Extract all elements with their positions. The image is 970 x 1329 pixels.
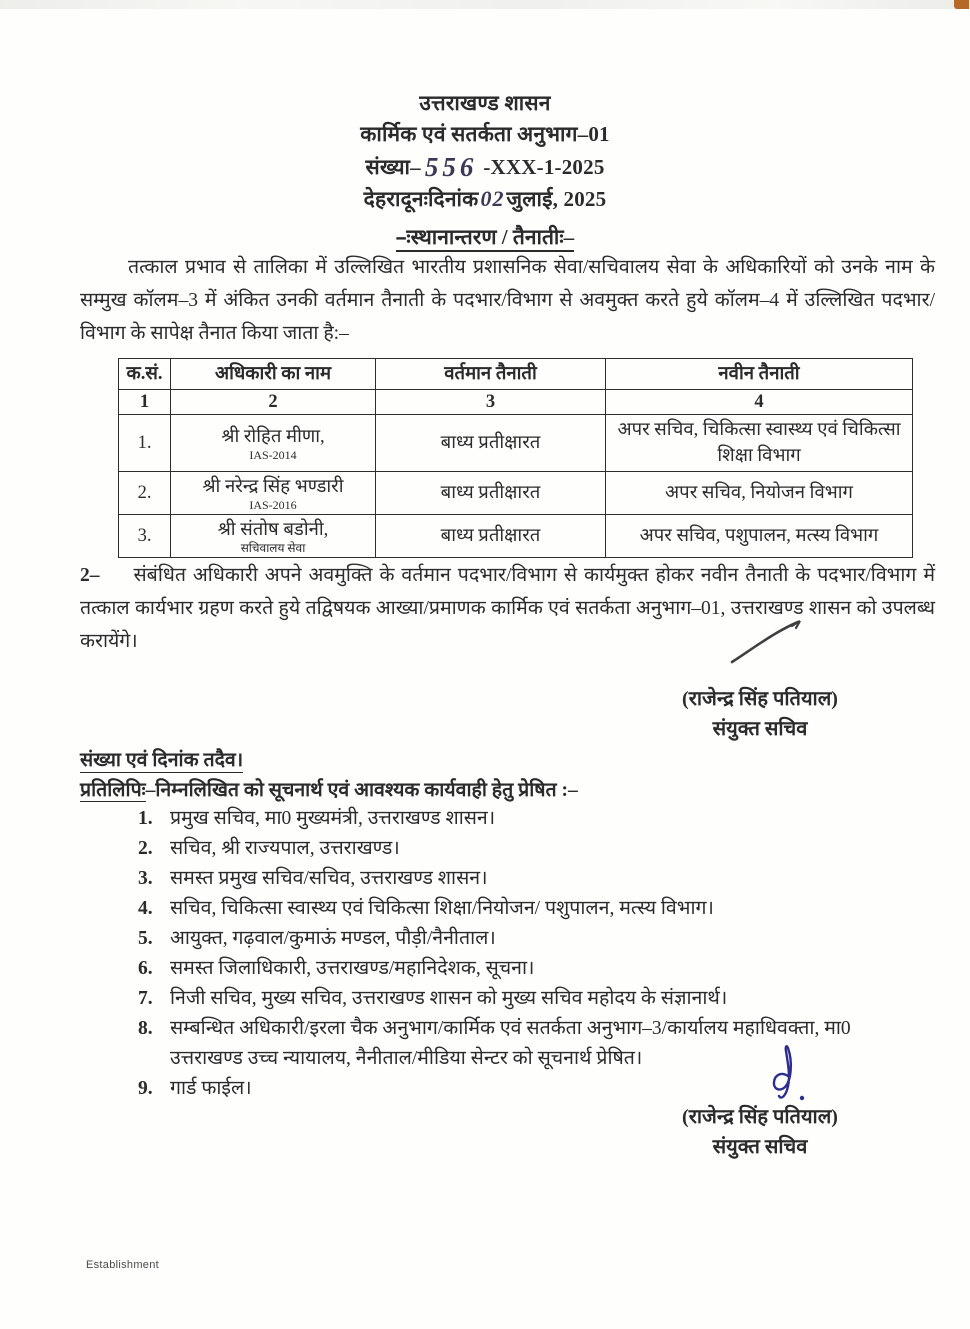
col-number-4: 4 xyxy=(606,390,913,415)
officer-name: श्री रोहित मीणा, xyxy=(221,427,325,447)
officer-name: श्री नरेन्द्र सिंह भण्डारी xyxy=(202,477,344,497)
signatory-name: (राजेन्द्र सिंह पतियाल) xyxy=(682,1106,838,1128)
list-item: 9. गार्ड फाईल। xyxy=(138,1078,252,1099)
new-posting-cell: अपर सचिव, पशुपालन, मत्स्य विभाग xyxy=(606,515,913,558)
list-item: 5. आयुक्त, गढ़वाल/कुमाऊं मण्डल, पौड़ी/नैनीताल। xyxy=(138,928,496,949)
signature-ink-mark xyxy=(758,1042,818,1111)
signatory-block-top xyxy=(620,684,900,744)
letter-number-line xyxy=(0,150,970,183)
signatory-block-bottom xyxy=(620,1102,900,1162)
current-posting-cell: बाध्य प्रतीक्षारत xyxy=(376,415,606,472)
table-row xyxy=(119,472,913,515)
paragraph-2-text: संबंधित अधिकारी अपने अवमुक्ति के वर्तमान पदभार/विभाग से कार्यमुक्त होकर नवीन तैनाती के पदभार/विभाग में तत्काल कार्यभार ग्रहण करते हुये तद्विषयक आख्या/प्रमाणक कार्मिक एवं सतर्कता अनुभाग–01, उत्तराखण्ड शासन को उपलब्ध करायेंगे। xyxy=(80,565,935,652)
copy-heading-text: –निम्नलिखित को सूचनार्थ एवं आवश्यक कार्यवाही हेतु प्रेषित :– xyxy=(145,780,578,801)
new-posting-cell: अपर सचिव, चिकित्सा स्वास्थ्य एवं चिकित्सा शिक्षा विभाग xyxy=(606,415,913,472)
handwritten-letter-number: 556 xyxy=(424,152,478,182)
letter-number-prefix: संख्या– xyxy=(365,155,421,179)
scan-edge-artifact xyxy=(0,0,970,9)
row-serial: 1. xyxy=(119,415,171,472)
government-name: उत्तराखण्ड शासन xyxy=(419,91,551,115)
current-posting-cell: बाध्य प्रतीक्षारत xyxy=(376,515,606,558)
list-item: 1. प्रमुख सचिव, मा0 मुख्यमंत्री, उत्तराखण्ड शासन। xyxy=(138,808,496,829)
letter-number-suffix: -XXX-1-2025 xyxy=(483,155,605,179)
list-item: 4. सचिव, चिकित्सा स्वास्थ्य एवं चिकित्सा शिक्षा/नियोजन/ पशुपालन, मत्स्य विभाग। xyxy=(138,898,714,919)
signatory-name: (राजेन्द्र सिंह पतियाल) xyxy=(682,688,838,710)
table-row xyxy=(119,515,913,558)
officer-name-cell xyxy=(171,472,376,515)
officer-name-cell xyxy=(171,515,376,558)
scan-corner-artifact xyxy=(954,0,969,9)
officer-name: श्री संतोष बडोनी, xyxy=(217,520,329,540)
row-serial: 2. xyxy=(119,472,171,515)
paragraph-1: तत्काल प्रभाव से तालिका में उल्लिखित भारतीय प्रशासनिक सेवा/सचिवालय सेवा के अधिकारियों को उनके नाम के सम्मुख कॉलम–3 में अंकित उनकी वर्तमान तैनाती के पदभार/विभाग से अवमुक्त करते हुये कॉलम–4 में उल्लिखित पदभार/विभाग के सापेक्ष तैनात किया जाता है:– xyxy=(80,257,935,344)
col-header-officer-name: अधिकारी का नाम xyxy=(171,359,376,390)
letterhead xyxy=(0,88,970,215)
column-number-row xyxy=(119,390,913,415)
list-item: 6. समस्त जिलाधिकारी, उत्तराखण्ड/महानिदेशक, सूचना। xyxy=(138,958,535,979)
col-number-3: 3 xyxy=(376,390,606,415)
date-suffix: जुलाई, 2025 xyxy=(506,187,607,211)
footer-note: Establishment xyxy=(86,1259,159,1271)
signatory-title: संयुक्त सचिव xyxy=(712,718,808,740)
copy-to-heading xyxy=(80,775,578,802)
col-number-1: 1 xyxy=(119,390,171,415)
place-date-line xyxy=(0,183,970,215)
list-item: 7. निजी सचिव, मुख्य सचिव, उत्तराखण्ड शासन को मुख्य सचिव महोदय के संज्ञानार्थ। xyxy=(138,988,728,1009)
paragraph-2-number: 2– xyxy=(80,565,100,586)
list-item: 8. सम्बन्धित अधिकारी/इरला चैक अनुभाग/कार्मिक एवं सतर्कता अनुभाग–3/कार्यालय महाधिवक्ता, मा0 उत्तराखण्ड उच्च न्यायालय, नैनीताल/मीडिया सेन्टर को सूचनार्थ प्रेषित। xyxy=(138,1018,851,1069)
table-row xyxy=(119,415,913,472)
current-posting-cell: बाध्य प्रतीक्षारत xyxy=(376,472,606,515)
officer-cadre: IAS-2014 xyxy=(249,448,297,462)
signatory-title: संयुक्त सचिव xyxy=(712,1136,808,1158)
officer-cadre: सचिवालय सेवा xyxy=(240,541,306,555)
col-header-new-posting: नवीन तैनाती xyxy=(606,359,913,390)
list-item: 3. समस्त प्रमुख सचिव/सचिव, उत्तराखण्ड शासन। xyxy=(138,868,488,889)
officer-cadre: IAS-2016 xyxy=(249,498,297,512)
copy-label: प्रतिलिपिः xyxy=(80,780,146,801)
subject-text: –ःस्थानान्तरण / तैनातीः– xyxy=(396,225,574,252)
officer-name-cell xyxy=(171,415,376,472)
new-posting-cell: अपर सचिव, नियोजन विभाग xyxy=(606,472,913,515)
list-item: 2. सचिव, श्री राज्यपाल, उत्तराखण्ड। xyxy=(138,838,400,859)
signature-stroke xyxy=(726,616,810,673)
handwritten-date: 02 xyxy=(480,186,505,211)
row-serial: 3. xyxy=(119,515,171,558)
department-section: कार्मिक एवं सतर्कता अनुभाग–01 xyxy=(360,122,610,146)
col-header-current-posting: वर्तमान तैनाती xyxy=(376,359,606,390)
table-header-row xyxy=(119,359,913,390)
subject-line xyxy=(0,223,970,251)
col-number-2: 2 xyxy=(171,390,376,415)
col-header-serial: क.सं. xyxy=(119,359,171,390)
transfer-posting-table xyxy=(118,358,913,558)
same-number-date-line: संख्या एवं दिनांक तदैव। xyxy=(80,750,244,771)
place-date-prefix: देहरादूनःदिनांक xyxy=(363,187,479,211)
